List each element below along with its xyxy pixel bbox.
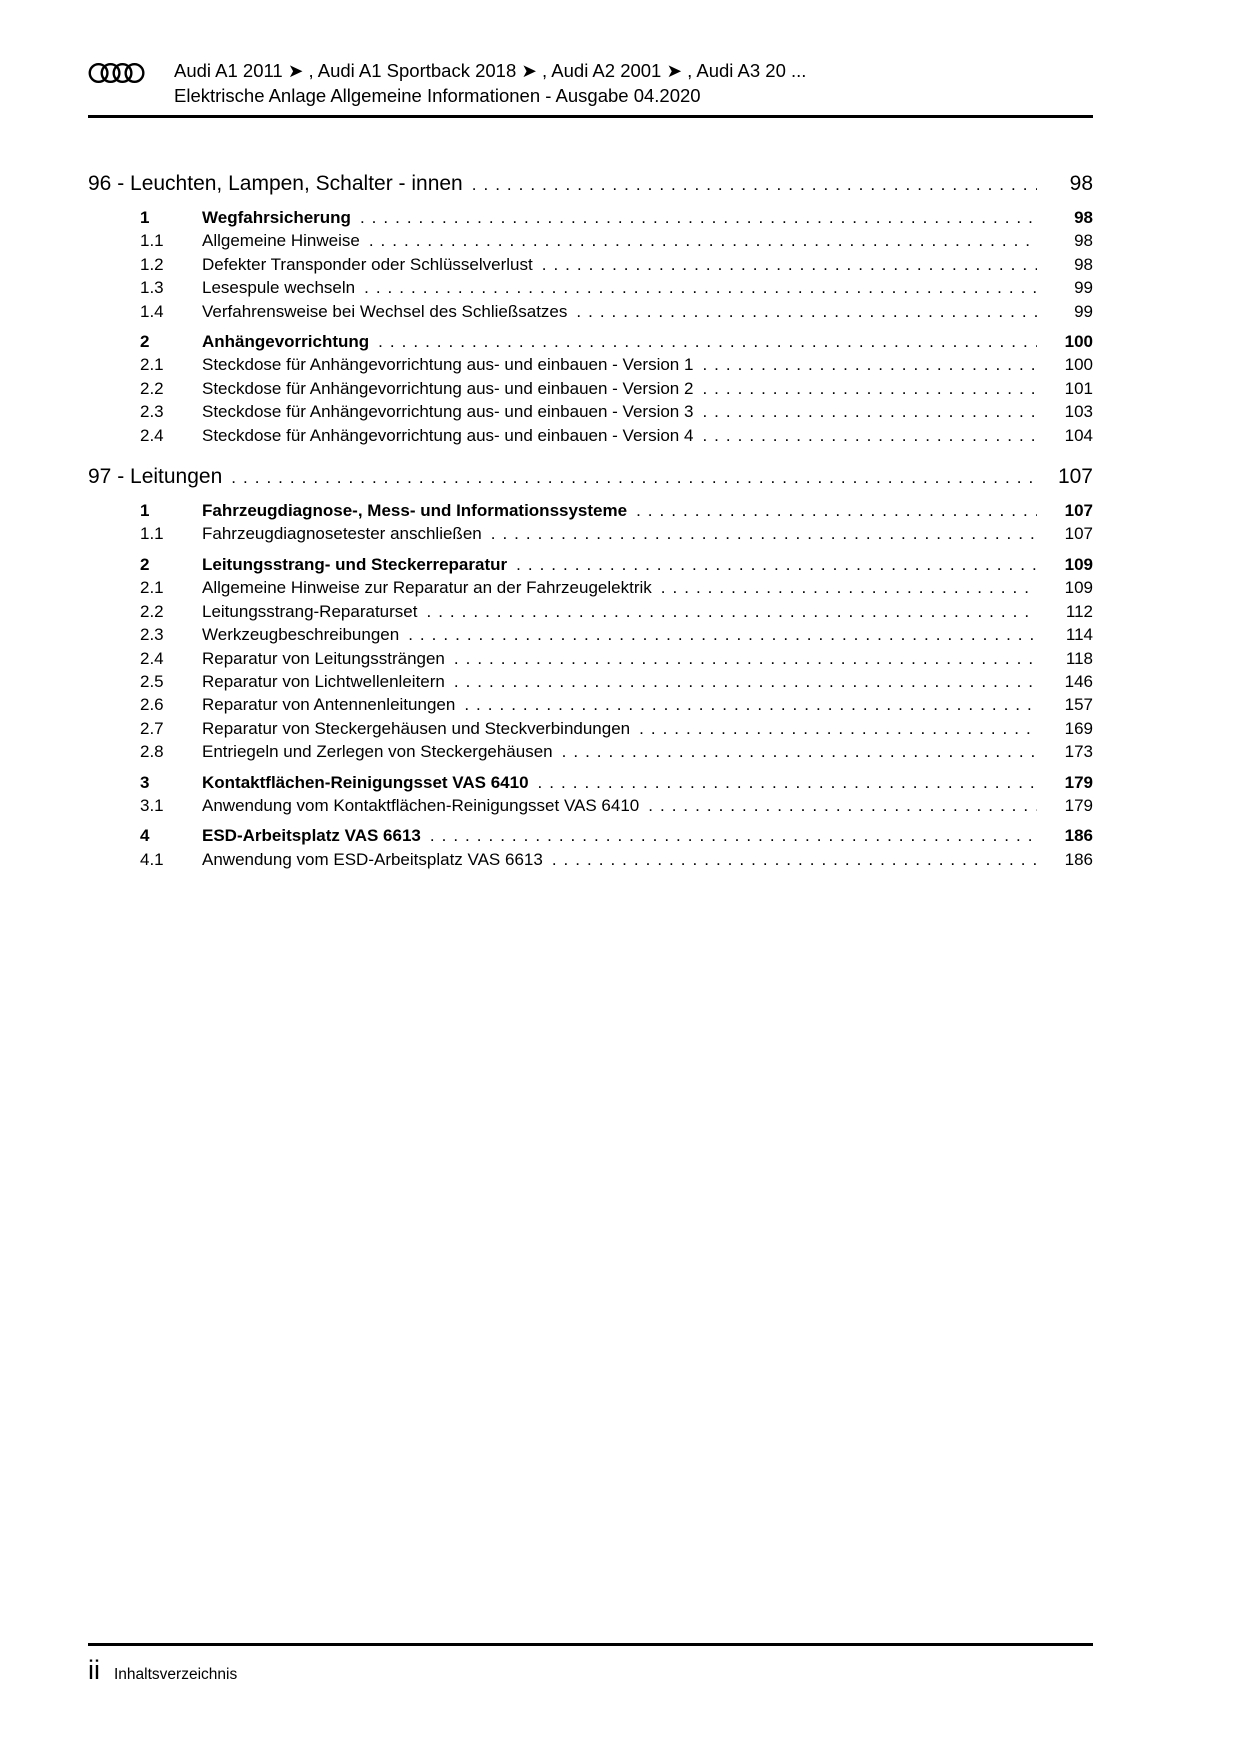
entry-page: 99	[1074, 278, 1093, 298]
toc-chapter-row	[88, 170, 1093, 199]
entry-number: 3	[140, 772, 150, 792]
dot-leader	[639, 794, 1037, 817]
entry-page: 103	[1064, 402, 1093, 422]
entry-number: 2.1	[140, 355, 164, 375]
header-divider	[88, 115, 1093, 118]
entry-page: 98	[1074, 208, 1093, 227]
entry-number: 4	[140, 826, 150, 846]
entry-title: Kontaktflächen-Reinigungsset VAS 6410	[202, 772, 529, 792]
dot-leader	[463, 171, 1037, 199]
dot-leader	[455, 693, 1037, 716]
toc-entry-row	[88, 848, 1093, 871]
entry-title: Defekter Transponder oder Schlüsselverlust	[202, 254, 533, 274]
dot-leader	[360, 229, 1037, 252]
entry-page: 107	[1064, 501, 1093, 521]
dot-leader	[369, 330, 1037, 353]
entry-page: 186	[1064, 849, 1093, 869]
entry-page: 179	[1064, 772, 1093, 792]
toc-entry-row	[88, 740, 1093, 763]
dot-leader	[507, 553, 1037, 576]
entry-title: Leitungsstrang-Reparaturset	[202, 601, 418, 621]
toc-entry-row	[88, 623, 1093, 646]
entry-title: Fahrzeugdiagnosetester anschließen	[202, 524, 482, 544]
chapter-page: 107	[1057, 465, 1093, 489]
dot-leader	[693, 424, 1037, 447]
entry-page: 98	[1074, 254, 1093, 274]
entry-title: Fahrzeugdiagnose-, Mess- und Informationssysteme	[202, 501, 628, 521]
entry-number: 2.2	[140, 601, 164, 621]
entry-title: Allgemeine Hinweise	[202, 231, 360, 251]
section-entries	[88, 499, 1093, 871]
toc-entry-row	[88, 794, 1093, 817]
entry-number: 2.4	[140, 425, 164, 445]
entry-number: 1	[140, 208, 150, 227]
dot-leader	[693, 400, 1037, 423]
entry-number: 1.1	[140, 524, 164, 544]
entry-number: 2	[140, 554, 150, 574]
entry-title: Verfahrensweise bei Wechsel des Schließsatzes	[202, 301, 568, 321]
entry-number: 2.8	[140, 742, 164, 762]
section-entries	[88, 206, 1093, 447]
entry-number: 2.6	[140, 695, 164, 715]
entry-number: 1.2	[140, 254, 164, 274]
footer-divider	[88, 1643, 1093, 1646]
dot-leader	[445, 670, 1037, 693]
footer-row	[88, 1655, 1093, 1685]
dot-leader	[417, 600, 1037, 623]
toc-chapter-row	[88, 463, 1093, 492]
entry-number: 2	[140, 332, 150, 352]
toc-entry-row	[88, 693, 1093, 716]
toc-entry-row	[88, 377, 1093, 400]
entry-title: ESD-Arbeitsplatz VAS 6613	[202, 826, 421, 846]
entry-title: Entriegeln und Zerlegen von Steckergehäusen	[202, 742, 553, 762]
entry-title: Reparatur von Steckergehäusen und Steckverbindungen	[202, 718, 631, 738]
toc-entry-row	[88, 229, 1093, 252]
entry-page: 173	[1064, 742, 1093, 762]
audi-rings-icon	[88, 61, 146, 90]
dot-leader	[652, 576, 1037, 599]
entry-title: Anhängevorrichtung	[202, 332, 370, 352]
dot-leader	[543, 848, 1037, 871]
entry-number: 3.1	[140, 795, 164, 815]
entry-number: 1.3	[140, 278, 164, 298]
toc-entry-row	[88, 424, 1093, 447]
toc-entry-row	[88, 499, 1093, 522]
dot-leader	[421, 824, 1037, 847]
dot-leader	[693, 353, 1037, 376]
toc-entry-row	[88, 330, 1093, 353]
toc-entry-row	[88, 522, 1093, 545]
entry-title: Wegfahrsicherung	[202, 208, 351, 227]
toc-entry-row	[88, 576, 1093, 599]
toc-entry-row	[88, 400, 1093, 423]
entry-page: 169	[1064, 718, 1093, 738]
entry-page: 98	[1074, 231, 1093, 251]
toc-section	[88, 463, 1093, 871]
dot-leader	[693, 377, 1037, 400]
dot-leader	[222, 464, 1037, 492]
entry-number: 2.7	[140, 718, 164, 738]
entry-number: 1	[140, 501, 150, 521]
entry-page: 99	[1074, 301, 1093, 321]
entry-page: 100	[1064, 355, 1093, 375]
entry-title: Anwendung vom ESD-Arbeitsplatz VAS 6613	[202, 849, 543, 869]
entry-number: 4.1	[140, 849, 164, 869]
toc-entry-row	[88, 771, 1093, 794]
footer-page-number: ii	[88, 1655, 100, 1685]
entry-title: Anwendung vom Kontaktflächen-Reinigungsset VAS 6410	[202, 795, 640, 815]
dot-leader	[482, 522, 1037, 545]
toc-entry-row	[88, 353, 1093, 376]
toc-entry-row	[88, 276, 1093, 299]
entry-page: 100	[1064, 332, 1093, 352]
toc-entry-row	[88, 647, 1093, 670]
entry-title: Reparatur von Lichtwellenleitern	[202, 671, 445, 691]
toc-entry-row	[88, 824, 1093, 847]
header-text-block	[174, 58, 806, 108]
toc-entry-row	[88, 253, 1093, 276]
entry-page: 107	[1064, 524, 1093, 544]
entry-page: 146	[1064, 671, 1093, 691]
entry-number: 2.4	[140, 648, 164, 668]
entry-page: 104	[1064, 425, 1093, 445]
chapter-page: 98	[1069, 172, 1093, 195]
footer-section-label: Inhaltsverzeichnis	[114, 1666, 238, 1683]
entry-title: Steckdose für Anhängevorrichtung aus- und einbauen - Version 2	[202, 378, 694, 398]
dot-leader	[529, 771, 1037, 794]
entry-number: 1.1	[140, 231, 164, 251]
toc-entry-row	[88, 600, 1093, 623]
entry-page: 186	[1064, 826, 1093, 846]
entry-title: Werkzeugbeschreibungen	[202, 625, 400, 645]
dot-leader	[630, 717, 1037, 740]
entry-page: 118	[1065, 648, 1093, 668]
entry-title: Leitungsstrang- und Steckerreparatur	[202, 554, 508, 574]
dot-leader	[351, 206, 1037, 229]
dot-leader	[533, 253, 1037, 276]
dot-leader	[445, 647, 1037, 670]
entry-page: 109	[1064, 578, 1093, 598]
toc-entry-row	[88, 670, 1093, 693]
entry-number: 2.3	[140, 402, 164, 422]
entry-page: 101	[1064, 378, 1093, 398]
document-header	[88, 58, 1093, 118]
dot-leader	[399, 623, 1037, 646]
dot-leader	[553, 740, 1037, 763]
entry-title: Steckdose für Anhängevorrichtung aus- und einbauen - Version 4	[202, 425, 694, 445]
entry-page: 109	[1064, 554, 1093, 574]
document-footer	[88, 1643, 1093, 1685]
chapter-title: 97 - Leitungen	[88, 465, 223, 489]
table-of-contents	[88, 170, 1093, 871]
dot-leader	[627, 499, 1037, 522]
entry-number: 2.3	[140, 625, 164, 645]
header-main-row	[88, 58, 1093, 108]
entry-title: Lesespule wechseln	[202, 278, 356, 298]
header-models-line: Audi A1 2011 ➤ , Audi A1 Sportback 2018 ➤ , Audi A2 2001 ➤ , Audi A3 20 ...	[174, 60, 807, 81]
entry-title: Allgemeine Hinweise zur Reparatur an der Fahrzeugelektrik	[202, 578, 652, 598]
toc-entry-row	[88, 206, 1093, 229]
toc-entry-row	[88, 300, 1093, 323]
header-subtitle-line: Elektrische Anlage Allgemeine Informationen - Ausgabe 04.2020	[174, 85, 701, 106]
dot-leader	[567, 300, 1037, 323]
chapter-title: 96 - Leuchten, Lampen, Schalter - innen	[88, 172, 463, 195]
entry-number: 2.1	[140, 578, 164, 598]
dot-leader	[355, 276, 1037, 299]
entry-page: 114	[1065, 625, 1093, 645]
toc-entry-row	[88, 553, 1093, 576]
toc-section	[88, 170, 1093, 447]
entry-page: 179	[1064, 795, 1093, 815]
entry-title: Reparatur von Leitungssträngen	[202, 648, 445, 668]
entry-page: 157	[1064, 695, 1093, 715]
entry-title: Steckdose für Anhängevorrichtung aus- und einbauen - Version 1	[202, 355, 694, 375]
entry-title: Reparatur von Antennenleitungen	[202, 695, 456, 715]
entry-page: 112	[1065, 601, 1093, 621]
entry-number: 2.2	[140, 378, 164, 398]
toc-entry-row	[88, 717, 1093, 740]
entry-number: 1.4	[140, 301, 164, 321]
entry-number: 2.5	[140, 671, 164, 691]
entry-title: Steckdose für Anhängevorrichtung aus- und einbauen - Version 3	[202, 402, 694, 422]
